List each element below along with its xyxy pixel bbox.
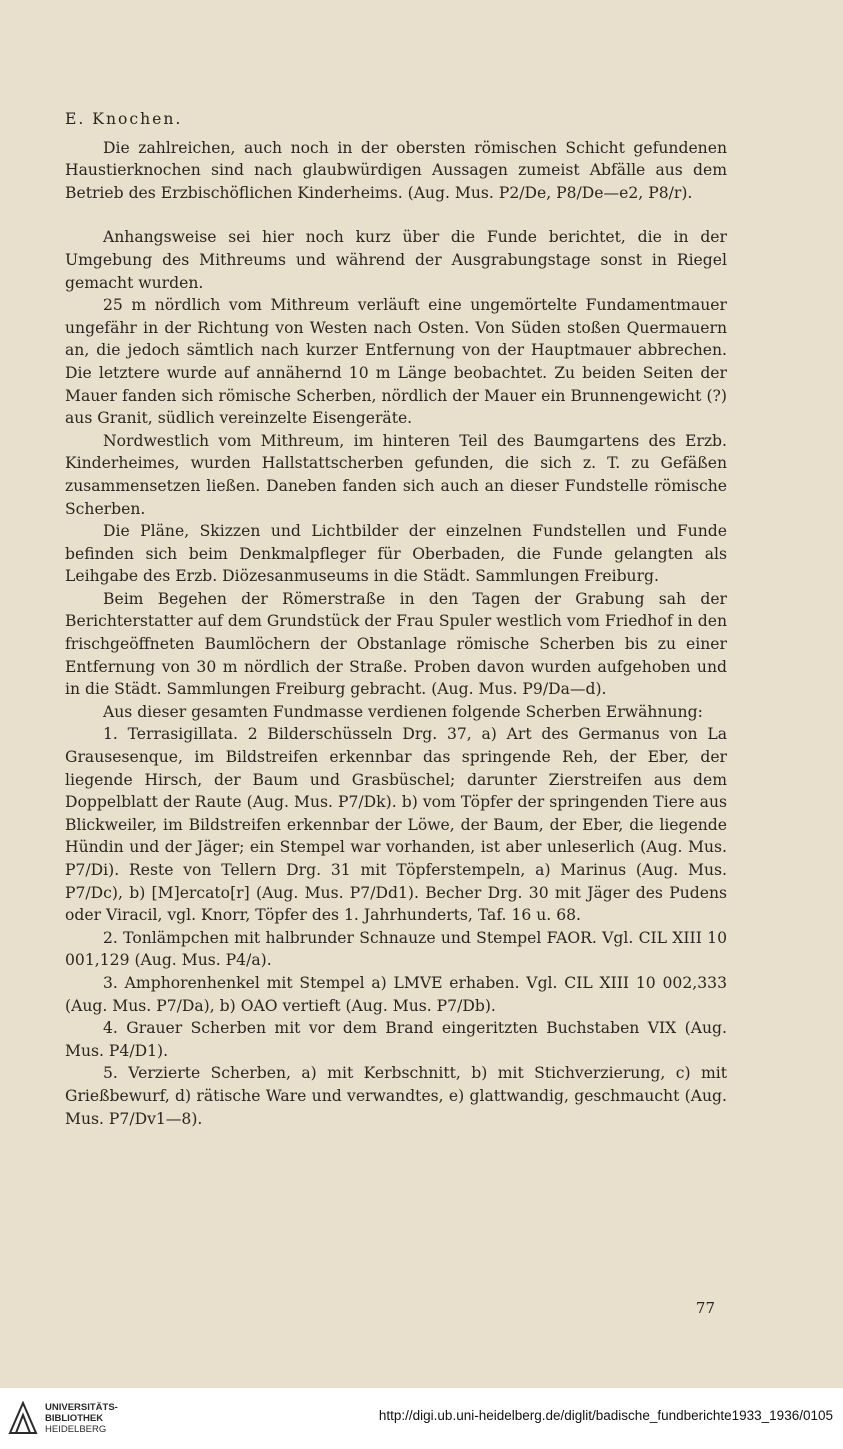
section-heading: E. Knochen. (65, 110, 183, 128)
page-text (65, 108, 727, 1130)
source-url-link[interactable]: http://digi.ub.uni-heidelberg.de/diglit/badische_fundberichte1933_1936/0105 (378, 1408, 833, 1423)
list-item-2: 2. Tonlämpchen mit halbrunder Schnauze und Stempel FAOR. Vgl. CIL XIII 10 001,129 (Aug. Mus. P4/a). (65, 928, 727, 970)
university-library-logo-icon (8, 1401, 38, 1435)
page-number: 77 (695, 1299, 715, 1317)
paragraph-7: Aus dieser gesamten Fundmasse verdienen folgende Scherben Erwähnung: (103, 702, 703, 721)
paragraph-2: Anhangsweise sei hier noch kurz über die Funde berichtet, die in der Umgebung des Mithreums und während der Ausgrabungstage sonst in Riegel gemacht wurden. (65, 228, 727, 292)
paragraph-4: Nordwestlich vom Mithreum, im hinteren Teil des Baumgartens des Erzb. Kinderheimes, wurden Hallstattscherben gefunden, die sich z. T. zu Gefäßen zusammensetzen ließen. Daneben fanden sich auch an dieser Fundstelle römische Scherben. (65, 431, 727, 518)
paragraph-3: 25 m nördlich vom Mithreum verläuft eine ungemörtelte Fundamentmauer ungefähr in der Richtung von Westen nach Osten. Von Süden stoßen Quermauern an, die jedoch sämtlich nach kurzer Entfernung von der Hauptmauer abbrechen. Die letztere wurde auf annähernd 10 m Länge beobachtet. Zu beiden Seiten der Mauer fanden sich römische Scherben, nördlich der Mauer ein Brunnengewicht (?) aus Granit, südlich vereinzelte Eisengeräte. (65, 296, 727, 428)
footer-bar (0, 1388, 843, 1449)
paragraph-1: Die zahlreichen, auch noch in der obersten römischen Schicht gefundenen Haustierknochen sind nach glaubwürdigen Aussagen zumeist Abfälle aus dem Betrieb des Erzbischöflichen Kinderheims. (Aug. Mus. P2/De, P8/De—e2, P8/r). (65, 138, 727, 202)
list-item-5: 5. Verzierte Scherben, a) mit Kerbschnitt, b) mit Stichverzierung, c) mit Grießbewurf, d) rätische Ware und verwandtes, e) glattwandig, geschmaucht (Aug. Mus. P7/Dv1—8). (65, 1064, 727, 1128)
logo-line-1: UNIVERSITÄTS- (45, 1402, 118, 1413)
list-item-3: 3. Amphorenhenkel mit Stempel a) LMVE erhaben. Vgl. CIL XIII 10 002,333 (Aug. Mus. P7/Da), b) OAO vertieft (Aug. Mus. P7/Db). (65, 973, 727, 1015)
list-item-1: 1. Terrasigillata. 2 Bilderschüsseln Drg. 37, a) Art des Germanus von La Grausesenque, im Bildstreifen erkennbar das springende Reh, der Eber, der liegende Hirsch, der Baum und Grasbüschel; darunter Zierstreifen aus dem Doppelblatt der Raute (Aug. Mus. P7/Dk). b) vom Töpfer der springenden Tiere aus Blickweiler, im Bildstreifen erkennbar der Löwe, der Baum, der Eber, die liegende Hündin und der Jäger; ein Stempel war vorhanden, ist aber unleserlich (Aug. Mus. P7/Di). Reste von Tellern Drg. 31 mit Töpferstempeln, a) Marinus (Aug. Mus. P7/Dc), b) [M]ercato[r] (Aug. Mus. P7/Dd1). Becher Drg. 30 mit Jäger des Pudens oder Viracil, vgl. Knorr, Töpfer des 1. Jahrhunderts, Taf. 16 u. 68. (65, 725, 727, 925)
paragraph-6: Beim Begehen der Römerstraße in den Tagen der Grabung sah der Berichterstatter auf dem Grundstück der Frau Spuler westlich vom Friedhof in den frischgeöffneten Baumlöchern der Obstanlage römische Scherben bis zu einer Entfernung von 30 m nördlich der Straße. Proben davon wurden aufgehoben und in die Städt. Sammlungen Freiburg gebracht. (Aug. Mus. P9/Da—d). (65, 589, 727, 699)
logo-line-2: BIBLIOTHEK (45, 1413, 104, 1424)
list-item-4: 4. Grauer Scherben mit vor dem Brand eingeritzten Buchstaben VIX (Aug. Mus. P4/D1). (65, 1019, 727, 1060)
logo-line-3: HEIDELBERG (45, 1424, 107, 1435)
paragraph-5: Die Pläne, Skizzen und Lichtbilder der einzelnen Fundstellen und Funde befinden sich beim Denkmalpfleger für Oberbaden, die Funde gelangten als Leihgabe des Erzb. Diözesanmuseums in die Städt. Sammlungen Freiburg. (65, 522, 727, 586)
library-logo-text (45, 1402, 118, 1435)
